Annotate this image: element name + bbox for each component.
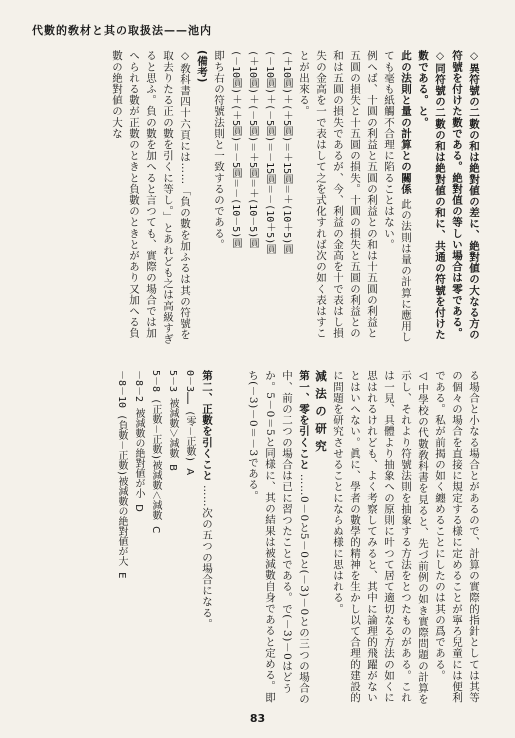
case-2	[198, 370, 215, 705]
case-e-desc: (負數－正數)被減數の絶對値が大	[116, 414, 127, 567]
case-c-expr: 5－8	[150, 370, 161, 393]
equation-4: (－10圓)＋(＋5圓)＝－5圓＝－(10－5)圓	[230, 50, 241, 249]
equation-3: (＋10圓)＋(－5圓)＝＋5圓＝＋(10－5)圓	[247, 50, 258, 249]
note-text: ◇敎科書四十六頁には……「負の數を加ふるは其の符號を取去りたる正の數を引くに等し。」とあれども之は高級すぎると思ふ。負の數を加へると言つても、實際の場合では加へられる數が正數のときと負數のときとがあり又加へる負數の絶對値の大な	[111, 50, 191, 345]
case-b-expr: 5－3	[167, 370, 178, 393]
case-a-letter: A	[184, 468, 195, 476]
section-paragraph	[380, 50, 414, 348]
case-a-expr: 0－3……	[184, 370, 195, 405]
note-label: (備考)	[196, 50, 208, 83]
paragraph-1: 此の法則は量の計算に應用しても毫も紙觸不合理に陷ることはない。	[383, 50, 412, 343]
intro-text: ◁中學校の代數敎科書を見ると、先づ前例の如き實際問題の計算を示し、それより符號法則を抽象する方法をとつたものがある。これは一見、具體より抽象への原則に叶つて居て適切なる方法の如くに思はれるけれども、よく考察してみると、其中に論理的飛躍がないとはいへない。眞に、學者の數學的精神を生かし以て合理的建設的に問題を研究させることにならぬ様に思はれる。	[332, 370, 429, 705]
section-title-subtraction: 減法の研究	[314, 370, 328, 458]
case-row-e	[113, 370, 130, 705]
rule-2: ◇同符號の二數の和は絶對値の和に、共通の符號を付けた數である。と。	[417, 50, 446, 341]
continuation-text: る場合と小なる場合とがあるので、計算の實際的指針としては其等の個々の場合を直接に規定する様に定めることが寧ろ兒童には便利である。私が前揭の如く纏めることにしたのは其の爲である。	[434, 370, 480, 703]
case-a-desc: (零－正數)	[184, 410, 195, 463]
case-row-b	[164, 370, 181, 705]
case-c-letter: C	[150, 526, 161, 534]
case-1-text: ……0－0と5－0と(－3)－0との三つの場合の中、前の二つの場合は已に習つたことである。で(－3)－0はどうか。5－0＝5と同様に、其の結果は被減數自身であると定める。即ち(－3)－0＝－3である。	[247, 370, 310, 705]
upper-text-block	[30, 50, 482, 348]
case-b-desc: 被減數＞減數	[167, 398, 178, 459]
paragraph-2: 例へば、十圓の利益と五圓の利益との和は十五圓の利益と五圓の損失と十五圓の損失。十圓の損失と五圓の利益との和は五圓の損失であるが、今、利益の金高を十で表はし損失の金高を一で表はして之を式化すれば次の如く表はすことが出來る。	[298, 50, 378, 339]
lower-left-text-block	[30, 370, 215, 705]
case-1-title: 第一、零を引くこと	[298, 370, 310, 470]
case-row-c	[147, 370, 164, 705]
case-d-letter: D	[133, 504, 144, 512]
case-e-letter: E	[116, 572, 127, 579]
lower-right-text-block	[225, 370, 482, 705]
rule-1: ◇異符號の二數の和は絶對値の差に、絶對値の大なる方の符號を付けた數である。絶對值の等しい場合は零である。	[451, 50, 480, 341]
closing-line: 即ち右の符號法則と一致するのである。	[213, 50, 225, 250]
case-c-desc: (正數－正數)被減數＜減數	[150, 398, 161, 521]
case-b-letter: B	[167, 464, 178, 471]
case-2-text: ……次の五つの場合になる。	[201, 484, 213, 630]
case-d-expr: －8－2	[133, 370, 144, 403]
case-2-title: 第二、正數を引くこと	[201, 370, 213, 481]
running-header: 代數的敎材と其の取扱法——池内	[32, 24, 212, 37]
section-heading: 此の法則と量の計算との關係	[400, 50, 412, 195]
case-d-desc: 被減數の絶對値が小	[133, 408, 144, 499]
equation-2: (－10圓)＋(－5圓)＝－15圓＝－(10＋5)圓	[264, 50, 275, 255]
case-e-expr: －8－10	[116, 370, 127, 409]
case-1	[244, 370, 312, 705]
page-number: 83	[249, 712, 266, 725]
case-row-d	[130, 370, 147, 705]
equation-1: (＋10圓)＋(＋5圓)＝＋15圓＝＋(10＋5)圓	[281, 50, 292, 255]
case-row-a	[181, 370, 198, 705]
